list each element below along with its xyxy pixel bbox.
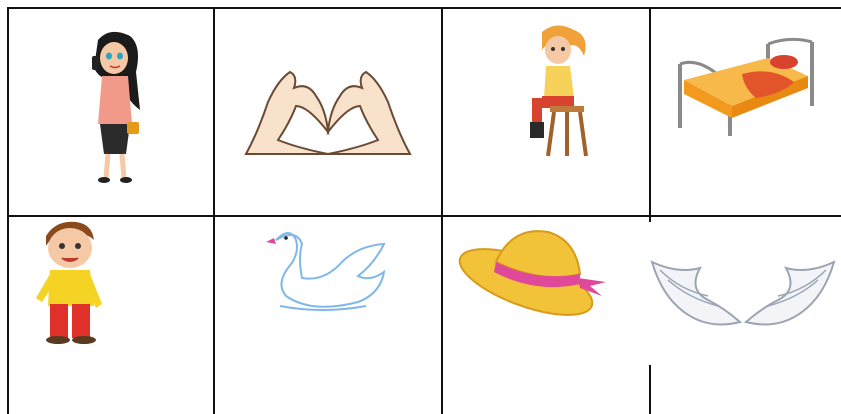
- grid-line-col3-top: [649, 7, 651, 222]
- girl-on-stool-picture: [520, 22, 600, 162]
- grid-line-middle: [7, 215, 841, 217]
- boy-picture: [30, 218, 116, 346]
- heart-hands-picture: [238, 62, 418, 162]
- cell-wings: [648, 250, 838, 336]
- bed-picture: [672, 36, 822, 138]
- grid-line-col3-bottom: [649, 365, 651, 414]
- cell-hat: [456, 222, 608, 326]
- cell-boy: [30, 218, 116, 346]
- woman-on-phone-picture: [80, 28, 160, 188]
- cell-swan: [262, 222, 390, 314]
- cell-girl-stool: [520, 22, 600, 162]
- cell-woman: [80, 28, 160, 188]
- grid-line-col1: [213, 7, 215, 414]
- grid-line-left: [7, 7, 9, 414]
- cell-heart-hands: [238, 62, 418, 162]
- cell-bed: [672, 36, 822, 138]
- swan-picture: [262, 222, 390, 314]
- grid-line-top: [7, 7, 841, 9]
- wings-picture: [648, 250, 838, 336]
- straw-hat-picture: [456, 222, 608, 326]
- grid-line-col2: [441, 7, 443, 414]
